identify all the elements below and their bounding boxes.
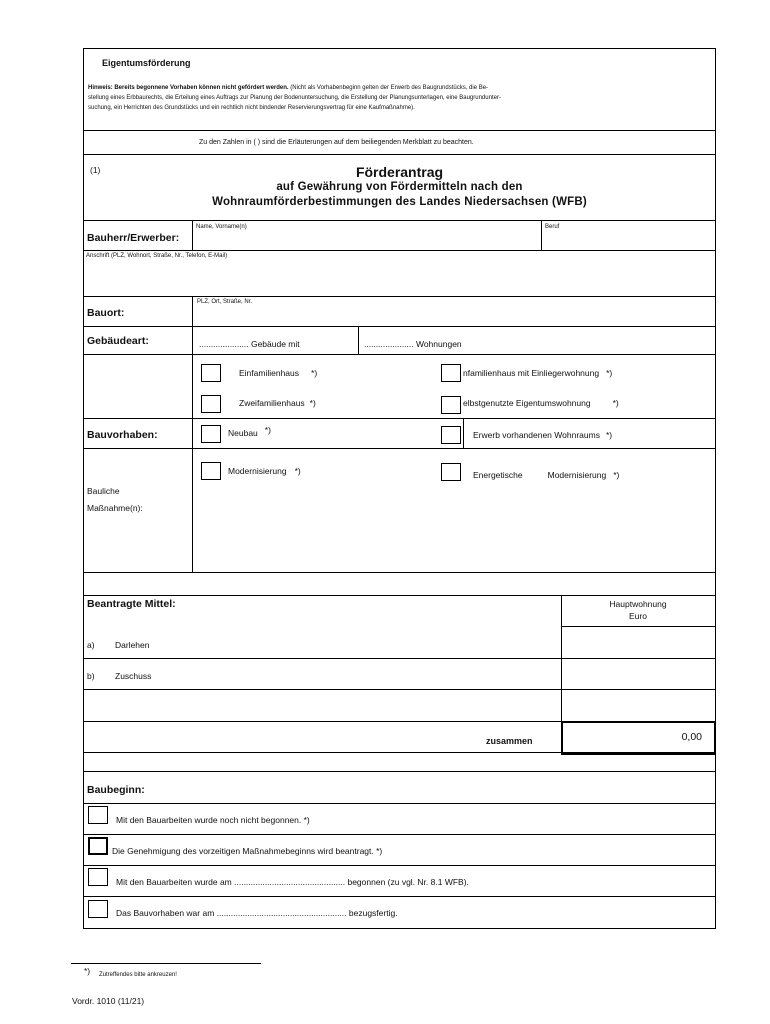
bezugsfertig-label: Das Bauvorhaben war am ....................................................... bezugsfertig. [116,908,398,918]
modernisierung-checkbox[interactable] [201,462,221,480]
divider [83,658,716,659]
divider [83,296,716,297]
name-field[interactable] [194,232,538,248]
beruf-field[interactable] [544,232,712,248]
divider [83,326,716,327]
header-title: Eigentumsförderung [102,58,191,68]
einfamilienhaus-label [239,368,317,378]
note-text: Zu den Zahlen in ( ) sind die Erläuterungen auf dem beiliegenden Merkblatt zu beachten. [199,139,474,146]
energetische-text: Energetische [473,470,523,480]
energetische-checkbox[interactable] [441,463,461,481]
form-id: Vordr. 1010 (11/21) [72,996,145,1006]
footnote-ref: *) [311,368,318,378]
mittel-col-header [561,598,715,622]
erwerb-text: Erwerb vorhandenen Wohnraums [473,430,600,440]
zweifamilienhaus-label [239,398,316,408]
divider [83,834,716,835]
einliegerwohnung-checkbox[interactable] [441,364,461,382]
zweifamilienhaus-text: Zweifamilienhaus [239,398,305,408]
eigentumswohnung-text: elbstgenutzte Eigentumswohnung [463,398,591,408]
footnote-ref: *) [606,368,613,378]
anschrift-hint: Anschrift (PLZ, Wohnort, Straße, Nr., Telefon, E-Mail) [86,253,228,259]
name-hint: Name, Vorname(n) [196,224,247,230]
erwerb-label [473,430,612,440]
frame-left [83,48,84,928]
frame-right [715,48,716,928]
divider [83,418,716,419]
footnote-mark: *) [84,966,91,976]
divider [463,418,464,448]
divider [358,326,359,354]
hint-bold: Hinweis: Bereits begonnene Vorhaben können nicht gefördert werden. [88,85,289,91]
zuschuss-label: Zuschuss [115,671,152,681]
total-value: 0,00 [681,731,702,743]
bezugsfertig-checkbox[interactable] [88,900,108,918]
eigentumswohnung-checkbox[interactable] [441,396,461,414]
footnote-ref: *) [309,398,316,408]
footnote-ref: *) [612,398,619,408]
divider [83,595,716,596]
divider [83,803,716,804]
bauvorhaben-label: Bauvorhaben: [87,429,158,441]
footnote-rule [71,963,261,964]
footnote-ref: *) [613,470,620,480]
divider [192,220,193,250]
zuschuss-letter: b) [87,671,95,681]
baubeginn-label: Baubeginn: [87,784,145,796]
col-header-line2: Euro [629,611,647,621]
neubau-text: Neubau [228,428,258,438]
neubau-checkbox[interactable] [201,425,221,443]
divider [192,418,193,448]
einfamilienhaus-checkbox[interactable] [201,364,221,382]
modernisierung-label [228,466,301,476]
divider [83,865,716,866]
einliegerwohnung-label [463,368,612,378]
footnote-text: Zutreffendes bitte ankreuzen! [99,972,177,978]
hint-line2: stellung eines Erbbaurechts, die Erteilung eines Auftrags zur Planung der Bodenuntersuchung, die Erstellung der Planungsunterlagen, eine Baugrundunter- [88,95,501,101]
frame-top [83,48,716,49]
divider [83,896,716,897]
modernisierung-text: Modernisierung [228,466,287,476]
anschrift-field[interactable] [86,262,711,294]
beruf-hint: Beruf [545,224,560,230]
divider [83,354,716,355]
divider [83,220,716,221]
bauort-hint: PLZ, Ort, Straße, Nr. [197,299,253,305]
darlehen-amount-field[interactable] [564,629,712,657]
gebaeudeart-label: Gebäudeart: [87,335,149,347]
frame-bottom [83,928,716,929]
divider [192,354,193,418]
begonnen-am-label: Mit den Bauarbeiten wurde am ............................................... begonnen (zu vgl. Nr. 8.1 WFB). [116,877,469,887]
antrag-subtitle1: auf Gewährung von Fördermitteln nach den [276,181,523,193]
divider [83,572,716,573]
divider [83,154,716,155]
divider [83,130,716,131]
header-hint [88,83,710,113]
footnote-ref: *) [294,466,301,476]
footnote-ref: *) [605,430,613,440]
zuschuss-amount-field[interactable] [564,661,712,687]
neubau-label [228,425,271,438]
divider [541,220,542,250]
eigentumswohnung-label [463,398,619,408]
antrag-subtitle2: Wohnraumförderbestimmungen des Landes Niedersachsen (WFB) [212,196,587,208]
einfamilienhaus-text: Einfamilienhaus [239,368,300,378]
col-header-line1: Hauptwohnung [609,599,667,609]
hint-line3: suchung, ein Herrichten des Grundstücks und ein rechtlich nicht bindender Reservierungsvertrag für eine Kaufmaßnahme). [88,105,415,111]
divider [192,326,193,354]
bauliche-massnahme-field[interactable] [196,488,711,568]
antrag-title: Förderantrag [355,164,444,180]
divider [83,250,716,251]
begonnen-am-checkbox[interactable] [88,868,108,886]
gebaeude-count-field[interactable]: ..................... Gebäude mit [199,339,300,349]
mittel-label: Beantragte Mittel: [87,598,176,610]
divider [83,689,716,690]
divider [561,626,716,627]
darlehen-label: Darlehen [115,640,150,650]
divider [83,448,716,449]
divider [192,448,193,572]
energetische-modernisierung-text: Modernisierung [547,470,607,480]
bauliche-label-2: Maßnahme(n): [87,503,143,513]
hint-line1: (Nicht als Vorhabenbeginn gelten der Erwerb des Baugrundstücks, die Be- [288,85,489,91]
divider [83,771,716,772]
zweifamilienhaus-checkbox[interactable] [201,395,221,413]
darlehen-letter: a) [87,640,95,650]
einliegerwohnung-text: nfamilienhaus mit Einliegerwohnung [463,368,600,378]
total-label: zusammen [486,736,533,746]
erwerb-checkbox[interactable] [441,426,461,444]
footnote-ref: *) [264,425,271,435]
bauherr-label: Bauherr/Erwerber: [87,232,180,244]
divider [192,296,193,326]
bauort-field[interactable] [195,308,710,324]
nicht-begonnen-checkbox[interactable] [88,806,108,824]
bauort-label: Bauort: [87,307,125,319]
wohnungen-count-field[interactable]: ..................... Wohnungen [364,339,462,349]
vorzeitiger-beginn-checkbox[interactable] [88,837,108,855]
bauliche-label-1: Bauliche [87,486,120,496]
divider [83,752,716,753]
vorzeitiger-beginn-label: Die Genehmigung des vorzeitigen Maßnahmebeginns wird beantragt. *) [112,846,383,856]
antrag-number: (1) [90,165,101,175]
nicht-begonnen-label: Mit den Bauarbeiten wurde noch nicht begonnen. *) [116,815,310,825]
energetische-label [473,470,619,480]
